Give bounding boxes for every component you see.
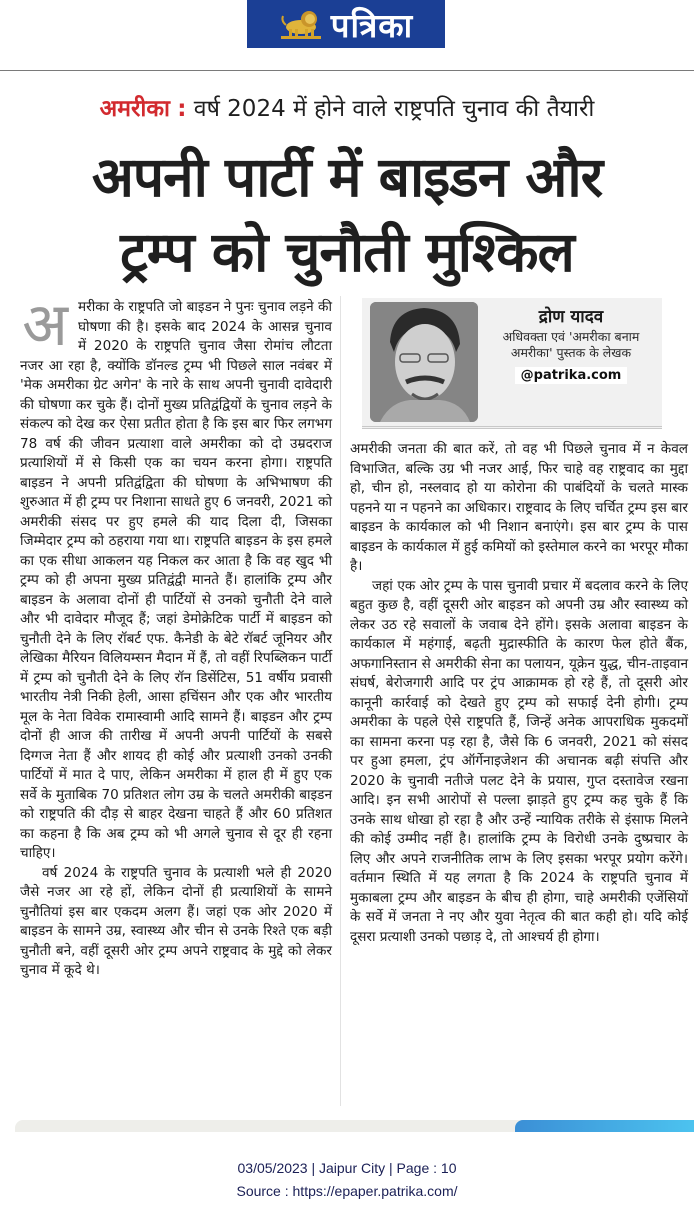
author-photo: [370, 302, 478, 422]
author-handle: @patrika.com: [515, 367, 628, 384]
footer-source: Source : https://epaper.patrika.com/: [236, 1183, 458, 1199]
author-info: [486, 304, 656, 384]
body-paragraph: मरीका के राष्ट्रपति जो बाइडन ने पुनः चुनाव लड़ने की घोषणा की है। इसके बाद 2024 के आसन्न चुनाव में 2020 के राष्ट्रपति चुनाव जैसा रोमांच लौटता नजर आ रहा है, क्योंकि डॉनल्ड ट्रम्प भी पिछले साल नवंबर में 'मेक अमरीका ग्रेट अगेन' के नारे के साथ अपनी चुनावी दावेदारी की घोषणा कर चुके हैं। दोनों मुख्य प्रतिद्वंद्वियों के चुनाव लड़ने के संकल्प को देख कर ऐसा प्रतीत होता है कि इस बार फिर लगभग 78 वर्ष की जीवन प्रत्याशा वाले अमरीका को दो उम्रदराज प्रत्याशियों में से किसी एक का चयन करना होगा। राष्ट्रपति बाइडन ने अपनी प्रतिद्वंद्विता की घोषणा के अभिभाषण की शुरुआत में ही ट्रम्प पर निशाना साधते हुए 6 जनवरी, 2021 को अमरीकी संसद पर हुए हमले की याद दिला दी, जिसका जिम्मेदार ट्रम्प को ठहराया गया था। राष्ट्रपति बाइडन के इस हमले का एक सीधा आकलन यह निकल कर आता है कि वह खुद भी ट्रम्प को ही अपना मुख्य प्रतिद्वंद्वी मानते हैं। हालांकि ट्रम्प और बाइडन के अलावा दोनों ही पार्टियों से उनको चुनौती देने वाले और भी दावेदार मौजूद हैं; जहां डेमोक्रेटिक पार्टी में बाइडन को चुनौती देने के लिए रॉबर्ट एफ. कैनेडी के बेटे रॉबर्ट जूनियर और लेखिका मैरियन विलियम्सन मैदान में हैं, तो वहीं रिपब्लिकन पार्टी में ट्रम्प को चुनौती देने के लिए रॉन डिसेंटिस, 51 वर्षीय प्रवासी भारतीय नेत्री निकी हेली, आसा हचिंसन और एक और भारतीय मूल के नेता विवेक रामास्वामी आदि सामने हैं। बाइडन और ट्रम्प दोनों ही आज की तारीख में अपनी अपनी पार्टियों के सबसे दिग्गज नेता हैं और शायद ही कोई और प्रत्याशी उनको उनकी पार्टियों में मात दे पाए, लेकिन अमरीका में हाल ही में हुए एक सर्वे के मुताबिक 70 प्रतिशत लोग उम्र के चलते अमरीकी बाइडन को राष्ट्रपति की दौड़ से बाहर देखना चाहते हैं और 60 प्रतिशत का कहना है कि अब ट्रम्प को भी अगले चुनाव से दूर ही रहना चाहिए।: [20, 299, 332, 861]
author-name: द्रोण यादव: [538, 307, 604, 327]
body-paragraph: वर्ष 2024 के राष्ट्रपति चुनाव के प्रत्याशी भले ही 2020 जैसे नजर आ रहे हों, लेकिन दोनों ही प्रत्याशियों के सामने चुनौतियां इस बार एकदम अलग हैं। जहां एक ओर 2020 में बाइडन के सामने उम्र, स्वास्थ्य और चीन से उनके रिश्ते एक बड़ी चुनौती बने, वहीं दूसरी ओर ट्रम्प अपने राष्ट्रवाद के मुद्दे को लेकर चुनाव में कूदे थे।: [20, 864, 332, 978]
author-byline-box: [362, 298, 662, 429]
kicker-separator: :: [177, 96, 187, 122]
kicker-region: अमरीका: [99, 96, 170, 122]
footer-dateline: 03/05/2023 | Jaipur City | Page : 10: [237, 1160, 457, 1176]
column-divider: [340, 296, 341, 1106]
article-kicker: [0, 91, 694, 123]
body-paragraph: जहां एक ओर ट्रम्प के पास चुनावी प्रचार में बदलाव करने के लिए बहुत कुछ है, वहीं दूसरी ओर बाइडन को अपनी उम्र और स्वास्थ्य को लेकर उठ रहे सवालों के जवाब देने होंगे। इसके अलावा बाइडन के कार्यकाल में महंगाई, बढ़ती मुद्रास्फीति के कारण फेल होते बैंक, अफगानिस्तान से अमरीकी सेना का पलायन, यूक्रेन युद्ध, चीन-ताइवान संघर्ष, बेरोजगारी आदि पर ट्रंप आक्रामक हो रहे हैं, तो दूसरी ओर कानूनी कार्रवाई को देखते हुए ट्रम्प को सफाई देनी होगी। ट्रम्प अमरीका के पहले ऐसे राष्ट्रपति हैं, जिन्हें अनेक आपराधिक मुकदमों का सामना करना पड़ रहा है, जैसे कि 6 जनवरी, 2021 को संसद पर हुआ हमला, ट्रंप ऑर्गेनाइजेशन की अचानक बढ़ी संपत्ति और 2020 के चुनावी नतीजे पलट देने के प्रयास, गुप्त दस्तावेज रखना आदि। इन सभी आरोपों से पल्ला झाड़ते हुए ट्रम्प कह चुके हैं कि उनके साथ धोखा हो रहा है और उन्हें न्यायिक तरीके से इंसाफ मिलने की कोई उम्मीद नहीं है। हालांकि ट्रम्प के विरोधी उनके दुष्प्रचार के लिए और अपने राजनीतिक लाभ के लिए इसका भरपूर प्रयोग करेंगे। वर्तमान स्थिति में यह लगता है कि 2024 के राष्ट्रपति चुनाव में मुकाबला ट्रम्प और बाइडन के बीच ही होगा, चाहे अमरीकी एजेंसियों के सर्वे में जनता ने नए और युवा नेतृत्व की बात कही हो। यदि कोई दूसरा प्रत्याशी उनको पछाड़ दे, तो आश्चर्य ही होगा।: [350, 577, 688, 945]
author-description: अधिवक्ता एवं 'अमरीका बनाम अमरीका' पुस्तक के लेखक: [502, 329, 640, 360]
brand-name: पत्रिका: [330, 5, 414, 45]
headline-line-1: अपनी पार्टी में बाइडन और: [91, 145, 603, 209]
article-body-left-column: [20, 290, 332, 981]
header-divider: [0, 70, 694, 71]
headline-line-2: ट्रम्प को चुनौती मुश्किल: [120, 220, 574, 284]
drop-cap: अ: [22, 290, 68, 360]
body-paragraph: अमरीकी जनता की बात करें, तो वह भी पिछले चुनाव में न केवल विभाजित, बल्कि उग्र भी नजर आई, फिर चाहे वह राष्ट्रवाद का मुद्दा हो, चीन हो, नस्लवाद हो या कोरोना की पाबंदियों के चलते मास्क पहनने या न पहनने का अधिकार। राष्ट्रवाद के लिए चर्चित ट्रम्प इस बार बाइडन के कार्यकाल को भी निशान बनाएंगे। इस बार ट्रम्प के पास बाइडन के कार्यकाल में हुई कमियों को इस्तेमाल करने का भरपूर मौका है।: [350, 441, 688, 574]
lion-icon: [279, 7, 323, 41]
author-portrait-icon: [370, 302, 478, 422]
masthead: [247, 0, 445, 48]
footer-bar-accent: [515, 1120, 694, 1132]
kicker-text: वर्ष 2024 में होने वाले राष्ट्रपति चुनाव की तैयारी: [193, 96, 595, 122]
article-body-right-column: [350, 440, 688, 947]
